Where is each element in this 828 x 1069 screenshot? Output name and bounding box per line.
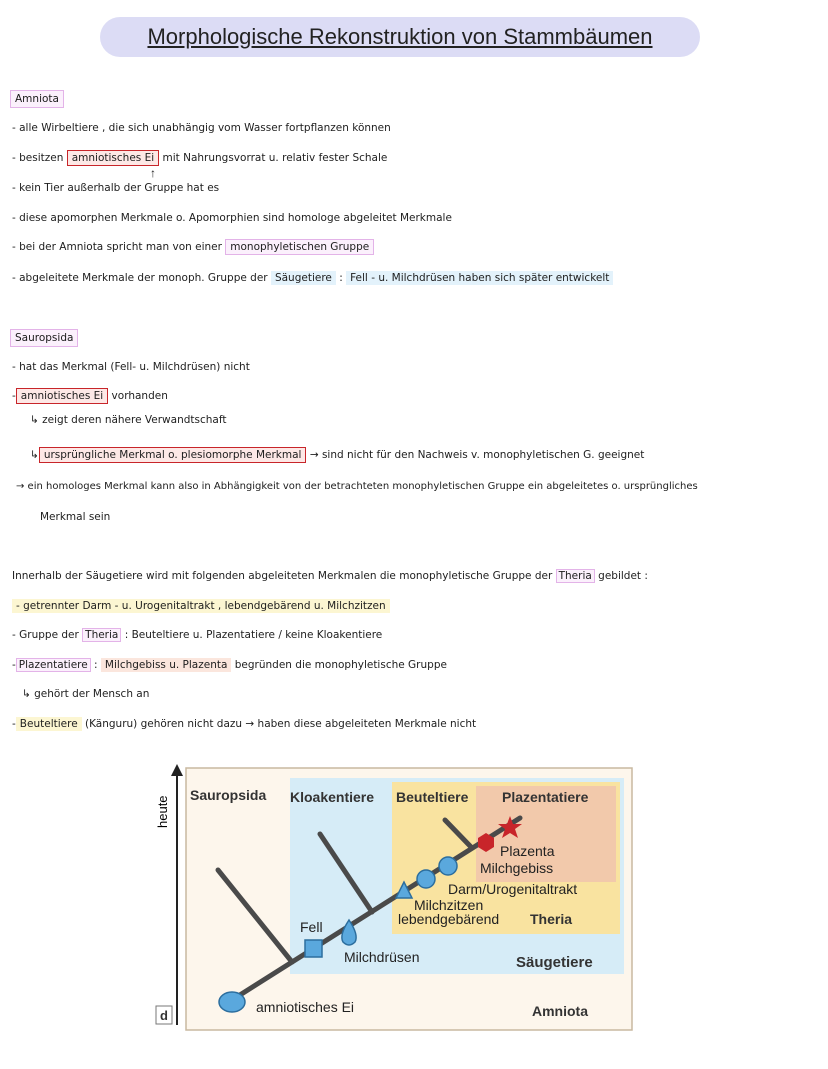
theria-line-1 <box>12 570 648 582</box>
sauropsida-line-4 <box>30 449 644 461</box>
text: gebildet : <box>594 570 648 582</box>
text: gehört der Mensch an <box>34 688 150 700</box>
amniota-heading: Amniota <box>10 90 64 108</box>
axis-label: heute <box>155 795 170 828</box>
axis-arrow-icon <box>171 764 183 776</box>
sauropsida-line-1: - hat das Merkmal (Fell- u. Milchdrüsen) nicht <box>12 361 250 373</box>
text: - Gruppe der <box>12 629 83 641</box>
amniota-line-2 <box>12 152 387 164</box>
label-theria: Theria <box>530 911 573 927</box>
theria-line-6 <box>12 718 476 730</box>
amniota-line-5 <box>12 241 374 253</box>
theria-line-5 <box>22 688 149 700</box>
trait-milchdruesen: Milchdrüsen <box>344 949 420 965</box>
text: - bei der Amniota spricht man von einer <box>12 241 226 253</box>
trait-lebendgebaerend: lebendgebärend <box>398 911 500 927</box>
dash: - <box>12 390 16 402</box>
plazentatiere-highlight: Plazentatiere <box>16 658 91 672</box>
trait-amniotic-egg: amniotisches Ei <box>256 999 355 1015</box>
trait-milchzitzen: Milchzitzen <box>414 897 484 913</box>
trait-darm: Darm/Urogenitaltrakt <box>448 881 578 897</box>
amniota-line-1: - alle Wirbeltiere , die sich unabhängig vom Wasser fortpflanzen können <box>12 122 391 134</box>
text: - abgeleitete Merkmale der monoph. Gruppe der <box>12 272 271 284</box>
text: : <box>335 272 347 284</box>
trait-milchgebiss: Milchgebiss <box>480 860 554 876</box>
phylogeny-diagram <box>140 760 640 1040</box>
sauropsida-heading: Sauropsida <box>10 329 78 347</box>
amniotic-egg-icon <box>219 992 245 1012</box>
amniotic-egg-highlight-2: amniotisches Ei <box>16 388 108 404</box>
text: - besitzen <box>12 152 67 164</box>
theria-line-3 <box>12 629 382 641</box>
text: begründen die monophyletische Gruppe <box>231 659 447 671</box>
page-title: Morphologische Rekonstruktion von Stammbäumen <box>147 24 653 49</box>
text: : Beuteltiere u. Plazentatiere / keine Kloakentiere <box>121 629 383 641</box>
dash: - <box>12 659 16 671</box>
text: zeigt deren nähere Verwandtschaft <box>42 414 227 426</box>
milchgebiss-highlight: Milchgebiss u. Plazenta <box>101 658 232 672</box>
sauropsida-line-5: → ein homologes Merkmal kann also in Abhängigkeit von der betrachteten monophyletischen Gruppe ein abgeleitetes o. ursprüngliches <box>16 481 698 492</box>
label-amniota: Amniota <box>532 1003 588 1019</box>
group-beuteltiere: Beuteltiere <box>396 789 469 805</box>
monophyletic-highlight: monophyletischen Gruppe <box>225 239 374 255</box>
trait-fell: Fell <box>300 919 323 935</box>
group-sauropsida: Sauropsida <box>190 787 267 803</box>
curved-arrow-icon: ↳ <box>22 688 35 700</box>
trait-plazenta: Plazenta <box>500 843 555 859</box>
theria-highlight: Theria <box>556 569 595 583</box>
saeugetiere-highlight: Säugetiere <box>271 271 336 285</box>
group-plazentatiere: Plazentatiere <box>502 789 589 805</box>
text: → sind nicht für den Nachweis v. monophyletischen G. geeignet <box>309 449 645 461</box>
darm-circle-icon <box>439 857 457 875</box>
sauropsida-line-3 <box>30 414 226 426</box>
curved-arrow-icon: ↳ <box>30 414 43 426</box>
title-banner <box>100 17 700 57</box>
theria-line-4 <box>12 659 447 671</box>
theria-highlight-2: Theria <box>82 628 121 642</box>
arrow-up-icon: ↑ <box>150 166 156 180</box>
sauropsida-line-6: Merkmal sein <box>40 511 111 523</box>
amniota-line-3: - kein Tier außerhalb der Gruppe hat es <box>12 182 220 194</box>
dash: - <box>12 718 16 730</box>
text: : <box>90 659 101 671</box>
sauropsida-line-2 <box>12 390 168 402</box>
milchzitzen-circle-icon <box>417 870 435 888</box>
darm-highlight: - getrennter Darm - u. Urogenitaltrakt , lebendgebärend u. Milchzitzen <box>12 599 390 613</box>
beuteltiere-highlight: Beuteltiere <box>16 717 82 731</box>
text: (Känguru) gehören nicht dazu → haben diese abgeleiteten Merkmale nicht <box>81 718 477 730</box>
amniota-line-4: - diese apomorphen Merkmale o. Apomorphien sind homologe abgeleitet Merkmale <box>12 212 452 224</box>
plesiomorph-highlight: ursprüngliche Merkmal o. plesiomorphe Merkmal <box>39 447 307 463</box>
text: vorhanden <box>108 390 168 402</box>
panel-letter: d <box>160 1008 168 1023</box>
amniotic-egg-highlight: amniotisches Ei <box>67 150 159 166</box>
text: Innerhalb der Säugetiere wird mit folgenden abgeleiteten Merkmalen die monophyletische Gruppe der <box>12 570 556 582</box>
fell-square-icon <box>305 940 322 957</box>
text: mit Nahrungsvorrat u. relativ fester Schale <box>159 152 388 164</box>
label-saeugetiere: Säugetiere <box>516 954 593 971</box>
amniota-line-6 <box>12 272 613 284</box>
group-kloakentiere: Kloakentiere <box>290 789 375 805</box>
theria-line-2 <box>12 600 390 612</box>
curved-arrow-icon: ↳ <box>30 449 39 461</box>
fell-highlight: Fell - u. Milchdrüsen haben sich später entwickelt <box>346 271 613 285</box>
